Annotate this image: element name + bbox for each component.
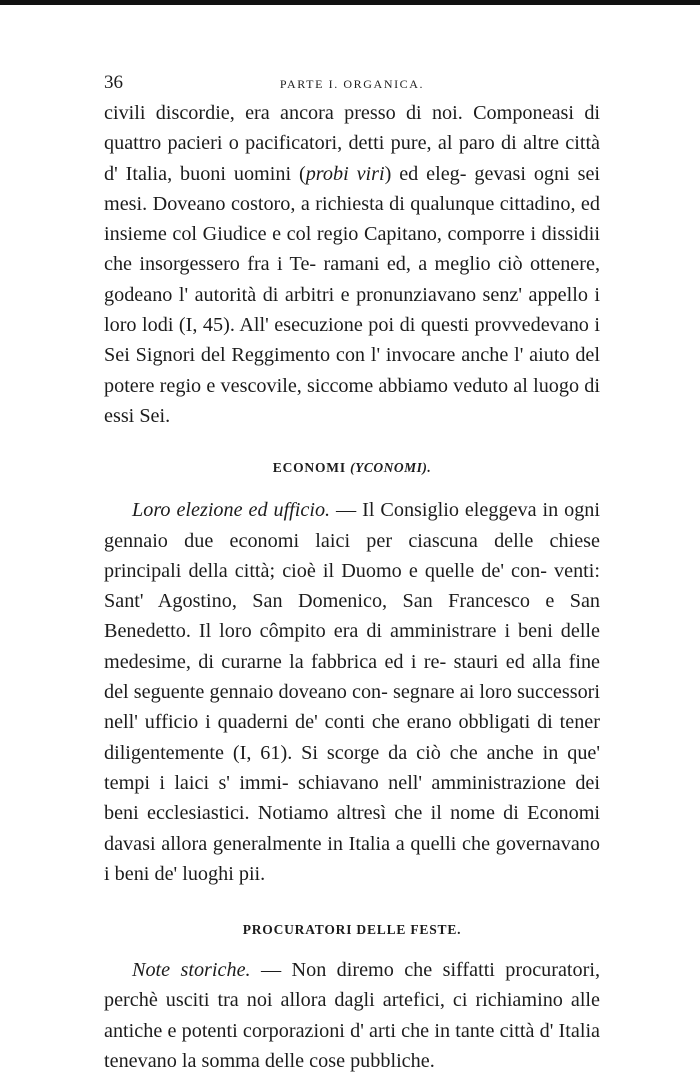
text-line: alle antiche e potenti corporazioni d' arti che in tante [104, 989, 600, 1042]
section-title-economi [104, 453, 600, 483]
text-line: — Non diremo che siffatti procuratori, [260, 959, 601, 982]
paragraph-lead: Note storiche. [132, 959, 251, 982]
text-line: essi Sei. [104, 404, 171, 427]
text-line: città d' Italia tenevano la somma delle cose pubbliche. [104, 1019, 601, 1073]
paragraph-economi [104, 495, 600, 889]
section-subtitle: (YCONOMI). [350, 460, 432, 476]
text-line: perchè usciti tra noi allora dagli artefici, ci richiamino [104, 989, 563, 1012]
text-line: ogni gennaio due economi laici per ciascuna delle chiese [104, 499, 600, 552]
text-line: scorge da ciò che anche in que' tempi i laici s' immi- [104, 741, 601, 794]
text-line: generalmente in Italia a quelli che governavano i beni [104, 832, 600, 885]
text-line: All' esecuzione poi di questi provvedevano i Sei Signori [104, 314, 601, 367]
text-line: qualunque cittadino, ed insieme col Giudice e col regio [104, 192, 600, 246]
text-line: San Benedetto. Il loro cômpito era di amministrare i [104, 590, 600, 643]
paragraph-lead: Loro elezione ed ufficio. [132, 499, 331, 522]
text-line: di arbitri e pronunziavano senz' appello i loro lodi (I, 45). [104, 283, 600, 337]
text-line: ramani ed, a meglio ciò ottenere, godeano l' autorità [104, 253, 600, 306]
text-line: venti: Sant' Agostino, San Domenico, San Francesco e [104, 559, 601, 613]
text-line: stauri ed alla fine del seguente gennaio doveano con- [104, 650, 600, 704]
text-line: principali della città; cioè il Duomo e quelle de' con- [104, 559, 547, 582]
text-line: segnare ai loro successori nell' ufficio i quaderni de' conti [104, 681, 601, 734]
page-header [104, 68, 600, 98]
text-line: schiavano nell' amministrazione dei beni ecclesiastici. [104, 771, 600, 825]
text-line: — Il Consiglio eleggeva in [336, 499, 559, 522]
running-head: PARTE I. ORGANICA. [279, 77, 425, 91]
top-edge-rule [0, 0, 700, 5]
text-line: beni delle medesime, di curarne la fabbrica ed i re- [104, 620, 600, 673]
text-line: de' luoghi pii. [154, 862, 266, 885]
text-line: regio e vescovile, siccome abbiamo veduto al luogo di [159, 374, 600, 397]
text-line: Notiamo altresì che il nome di Economi davasi allora [104, 802, 601, 855]
text-line: di quattro pacieri o pacificatori, detti pure, al paro di [104, 102, 601, 155]
text-line: civili discordie, era ancora presso di noi. Componeasi [104, 102, 575, 124]
section-title-procuratori: PROCURATORI DELLE FESTE. [242, 922, 462, 938]
paragraph-procuratori [104, 955, 600, 1076]
text-line: che erano obbligati di tener diligentemente (I, 61). Si [104, 711, 600, 764]
text-line: gevasi ogni sei mesi. Doveano costoro, a richiesta di [104, 162, 601, 215]
text-line: del Reggimento con l' invocare anche l' aiuto del potere [104, 344, 600, 397]
book-page [104, 68, 600, 1076]
section-title-text: ECONOMI [272, 460, 346, 476]
page-number: 36 [104, 72, 123, 93]
text-line: altre città d' Italia, buoni uomini (probi viri) ed eleg- [104, 132, 601, 185]
paragraph-pacieri [104, 98, 600, 431]
text-line: Capitano, comporre i dissidii che insorgessero fra i Te- [104, 223, 600, 276]
